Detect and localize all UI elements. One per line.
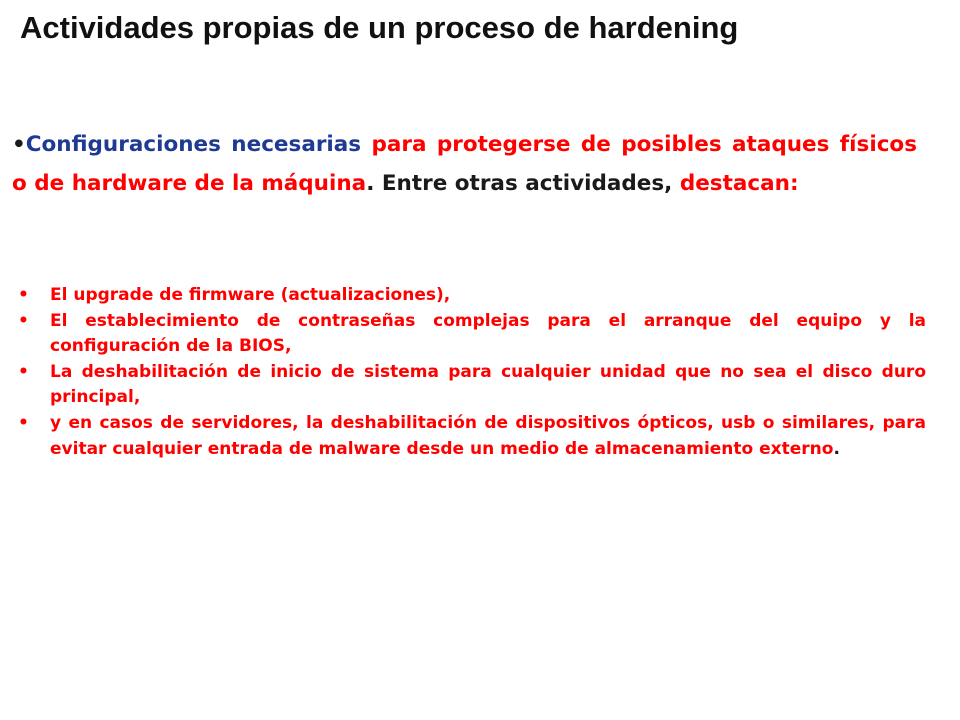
list-bullet: • <box>18 361 29 382</box>
intro-text: . Entre otras actividades, <box>366 171 680 196</box>
intro-highlight-red: para protegerse de posibles ataques físicos o de hardware de la máquina <box>12 132 918 196</box>
list-item <box>18 309 926 360</box>
list-item-text: y en casos de servidores, la deshabilitación de dispositivos ópticos, usb o similares, para evitar cualquier entrada de malware desde un medio de almacenamiento externo <box>50 412 926 459</box>
list-item <box>18 411 926 462</box>
list-item-text: La deshabilitación de inicio de sistema para cualquier unidad que no sea el disco duro principal, <box>50 361 926 408</box>
list-item-final-period: . <box>833 438 840 459</box>
list-item <box>18 283 926 309</box>
list-item <box>18 360 926 411</box>
list-bullet: • <box>18 310 29 331</box>
intro-destacan: destacan: <box>679 171 799 196</box>
intro-highlight-blue: Configuraciones necesarias <box>25 132 362 157</box>
intro-paragraph <box>12 125 917 203</box>
activities-list <box>18 283 926 462</box>
list-item-text: El establecimiento de contraseñas complejas para el arranque del equipo y la configuración de la BIOS, <box>50 310 926 357</box>
list-item-text: El upgrade de firmware (actualizaciones), <box>50 285 451 305</box>
list-bullet: • <box>18 285 29 305</box>
slide-title: Actividades propias de un proceso de hardening <box>20 10 739 45</box>
list-bullet: • <box>18 412 29 433</box>
intro-bullet: • <box>12 132 26 157</box>
